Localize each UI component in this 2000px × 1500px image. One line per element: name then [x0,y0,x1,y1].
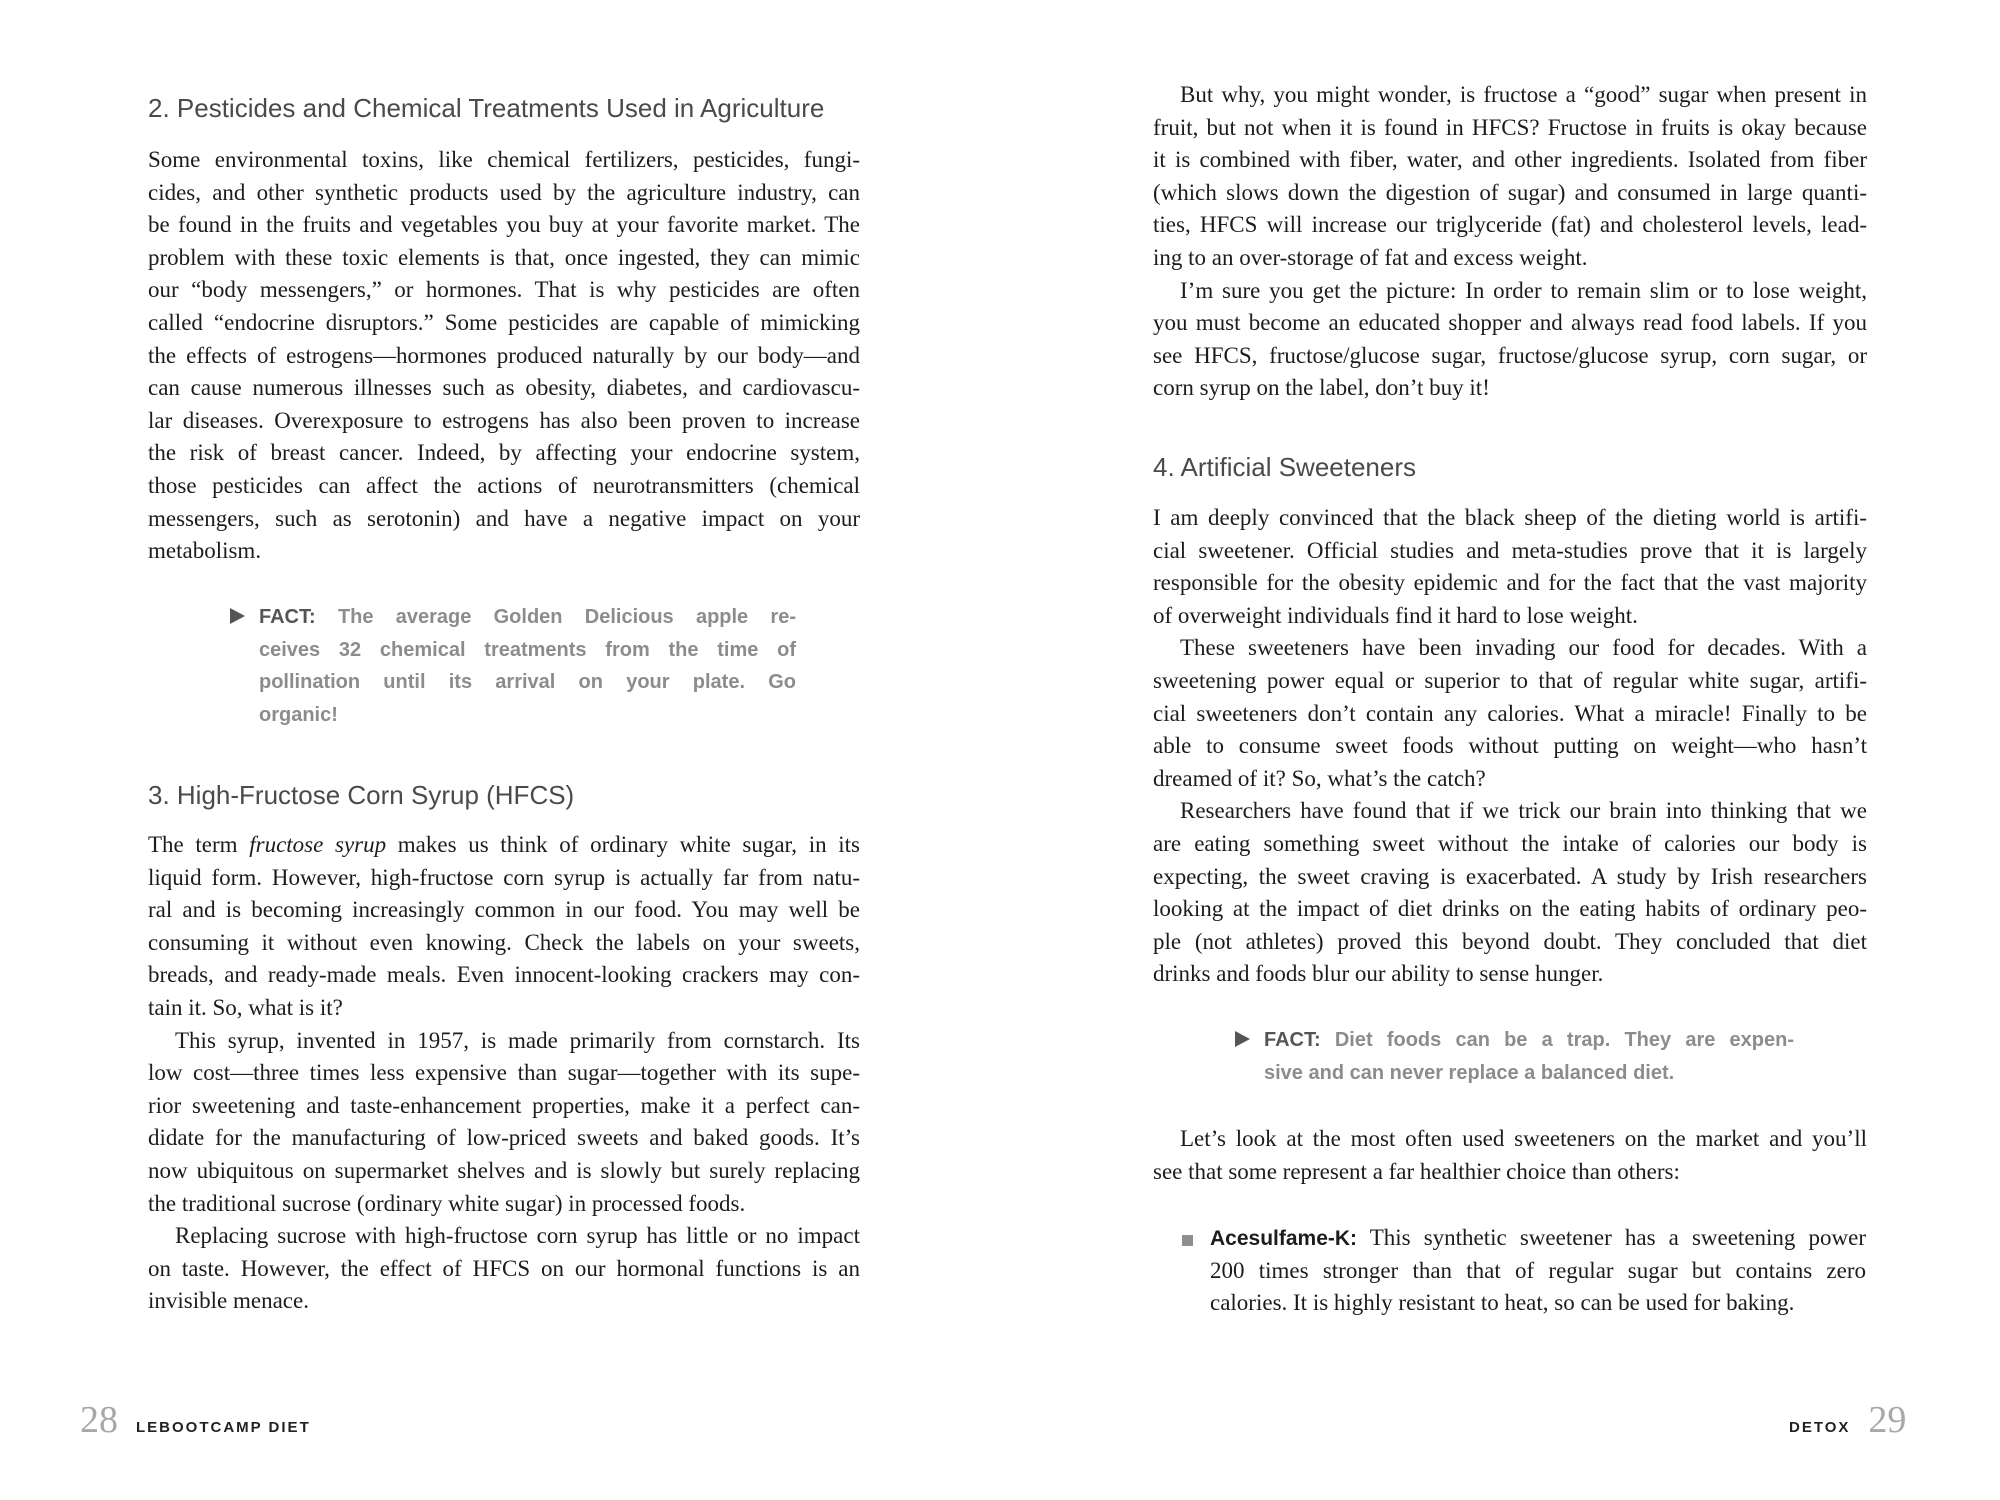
fact-text: The average Golden Delicious apple re- [337,606,797,628]
text-line: can cause numerous illnesses such as obesity, diabetes, and cardiovascu- [148,375,860,401]
text-line: our “body messengers,” or hormones. That is why pesticides are often [148,277,860,303]
paragraph-pesticides [148,144,860,568]
fact-box-diet-foods [1264,1024,1794,1089]
text-run: makes us think of ordinary white sugar, in its [386,832,860,857]
text-line: looking at the impact of diet drinks on the eating habits of ordinary peo- [1153,896,1867,922]
text-line: liquid form. However, high-fructose corn syrup is actually far from natu- [148,864,860,890]
section-heading-pesticides: 2. Pesticides and Chemical Treatments Used in Agriculture [148,93,825,123]
bullet-square-icon [1182,1235,1193,1246]
text-line: This syrup, invented in 1957, is made primarily from cornstarch. Its [175,1027,860,1053]
text-line: low cost—three times less expensive than sugar—together with its supe- [148,1060,860,1086]
text-line: you must become an educated shopper and always read food labels. If you [1153,310,1867,336]
text-line: metabolism. [148,538,262,564]
text-line: (which slows down the digestion of sugar) and consumed in large quanti- [1153,179,1867,205]
text-line: rior sweetening and taste-enhancement properties, make it a perfect can- [148,1092,860,1118]
text-line: 200 times stronger than that of regular sugar but contains zero [1210,1257,1866,1283]
text-line: Let’s look at the most often used sweeteners on the market and you’ll [1180,1126,1867,1151]
text-line: called “endocrine disruptors.” Some pesticides are capable of mimicking [148,309,860,335]
text-line: ple (not athletes) proved this beyond doubt. They concluded that diet [1153,928,1867,954]
running-head: LEBOOTCAMP DIET [136,1419,311,1436]
text-line: it is combined with fiber, water, and other ingredients. Isolated from fiber [1153,147,1867,173]
text-line: consuming it without even knowing. Check the labels on your sweets, [148,929,860,955]
text-line: cial sweetener. Official studies and meta-studies prove that it is largely [1153,537,1867,563]
text-line: didate for the manufacturing of low-priced sweets and baked goods. It’s [148,1125,860,1151]
text-line: the risk of breast cancer. Indeed, by affecting your endocrine system, [148,440,860,466]
fact-box-apple [259,601,796,731]
text-line: corn syrup on the label, don’t buy it! [1153,375,1490,401]
text-run: The term [148,832,250,857]
text-line: calories. It is highly resistant to heat, so can be used for baking. [1210,1290,1795,1316]
fact-line [259,601,796,634]
text-line: ing to an over-storage of fat and excess weight. [1153,244,1588,270]
text-line: breads, and ready-made meals. Even innocent-looking crackers may con- [148,962,860,988]
paragraph-sweeteners [1153,502,1867,991]
text-line: see that some represent a far healthier choice than others: [1153,1158,1680,1184]
text-line: dreamed of it? So, what’s the catch? [1153,765,1486,791]
text-line: cides, and other synthetic products used by the agriculture industry, can [148,179,860,205]
text-run: This synthetic sweetener has a sweetening power [1357,1225,1866,1250]
text-line: the traditional sucrose (ordinary white sugar) in processed foods. [148,1190,746,1216]
page-number: 28 [80,1399,118,1441]
text-line: messengers, such as serotonin) and have a negative impact on your [148,505,860,531]
text-line: on taste. However, the effect of HFCS on our hormonal functions is an [148,1255,860,1281]
text-line: responsible for the obesity epidemic and for the fact that the vast majority [1153,570,1867,596]
text-line: sweetening power equal or superior to that of regular white sugar, artifi- [1153,667,1867,693]
fact-line: sive and can never replace a balanced diet. [1264,1061,1675,1084]
text-line: tain it. So, what is it? [148,994,343,1020]
text-line: now ubiquitous on supermarket shelves and is slowly but surely replacing [148,1157,860,1183]
text-line: But why, you might wonder, is fructose a “good” sugar when present in [1180,82,1867,107]
text-line [1210,1222,1866,1255]
list-item-acesulfame-k [1210,1222,1866,1320]
right-page-footer [1789,1398,1906,1442]
italic-term: fructose syrup [249,832,387,857]
text-line: cial sweeteners don’t contain any calories. What a miracle! Finally to be [1153,700,1867,726]
page-number: 29 [1868,1399,1907,1441]
fact-line [1264,1024,1794,1057]
running-head: DETOX [1789,1419,1851,1436]
paragraph-hfcs [148,829,860,1318]
text-line: problem with these toxic elements is that, once ingested, they can mimic [148,244,860,270]
fact-label: FACT: [259,606,316,628]
text-line: drinks and foods blur our ability to sense hunger. [1153,961,1604,987]
section-heading-sweeteners: 4. Artificial Sweeteners [1153,452,1417,482]
text-line: Some environmental toxins, like chemical fertilizers, pesticides, fungi- [148,147,860,172]
text-line: These sweeteners have been invading our food for decades. With a [1180,635,1867,661]
fact-label: FACT: [1264,1029,1321,1051]
fact-line: ceives 32 chemical treatments from the time of [259,638,796,661]
text-line: expecting, the sweet craving is exacerbated. A study by Irish researchers [1153,863,1867,889]
fact-line: pollination until its arrival on your plate. Go [259,671,796,693]
text-line: are eating something sweet without the intake of calories our body is [1153,830,1867,856]
paragraph-sweetener-list-intro [1153,1123,1867,1188]
text-line: ral and is becoming increasingly common in our food. You may well be [148,897,860,923]
section-heading-hfcs: 3. High-Fructose Corn Syrup (HFCS) [148,780,575,810]
text-line: the effects of estrogens—hormones produced naturally by our body—and [148,342,860,368]
paragraph-fructose [1153,79,1867,405]
text-line: Researchers have found that if we trick our brain into thinking that we [1180,798,1867,824]
bullet-term: Acesulfame-K: [1210,1227,1358,1250]
left-page-footer [80,1398,311,1442]
text-line: those pesticides can affect the actions of neurotransmitters (chemical [148,472,860,498]
text-line: ties, HFCS will increase our triglyceride (fat) and cholesterol levels, lead- [1153,212,1867,238]
text-line: I’m sure you get the picture: In order to remain slim or to lose weight, [1180,277,1867,303]
text-line: able to consume sweet foods without putting on weight—who hasn’t [1153,733,1867,759]
arrow-right-icon [1235,1031,1250,1047]
fact-line: organic! [259,703,338,726]
text-line: see HFCS, fructose/glucose sugar, fructose/glucose syrup, corn sugar, or [1153,342,1867,368]
text-line: invisible menace. [148,1288,309,1314]
text-line: Replacing sucrose with high-fructose corn syrup has little or no impact [175,1223,860,1249]
text-line: of overweight individuals find it hard to lose weight. [1153,602,1638,628]
text-line [148,829,860,862]
text-line: be found in the fruits and vegetables you buy at your favorite market. The [148,212,860,238]
text-line: lar diseases. Overexposure to estrogens has also been proven to increase [148,407,860,433]
fact-text: Diet foods can be a trap. They are expen- [1334,1029,1794,1051]
text-line: I am deeply convinced that the black sheep of the dieting world is artifi- [1153,505,1867,530]
arrow-right-icon [230,608,245,624]
text-line: fruit, but not when it is found in HFCS? Fructose in fruits is okay because [1153,114,1867,140]
